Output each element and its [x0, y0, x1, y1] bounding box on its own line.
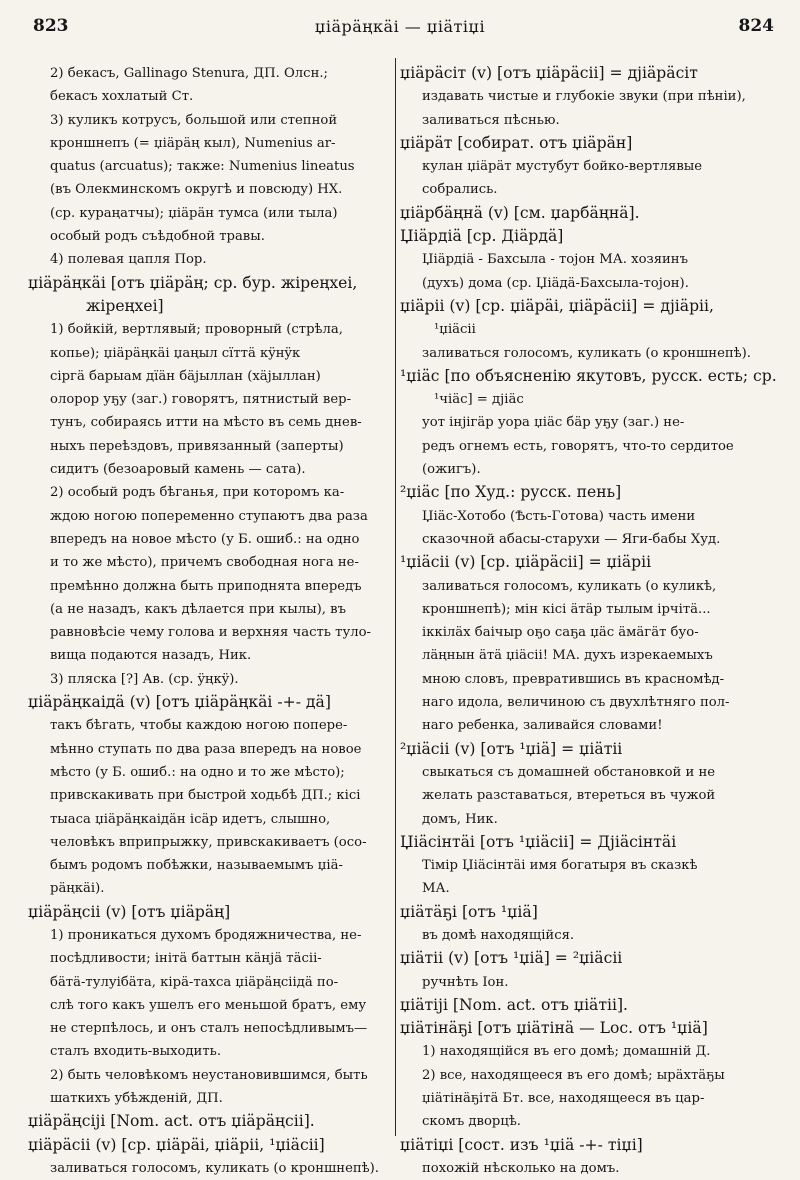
- text-line: ручнѣть Іон.: [422, 974, 509, 990]
- text-line: шаткихъ убѣжденiй, ДП.: [50, 1091, 223, 1107]
- text-line: Тiмiр Џiäсiнтäi имя богатыря въ сказкѣ: [422, 858, 698, 874]
- entry-headword: џiäрäсii (v) [ср. џiäрäi, џiäрii, ¹џiäсii]: [28, 1135, 325, 1154]
- text-line: тунъ, собираясь итти на мѣсто въ семь днев-: [50, 415, 362, 431]
- text-line: 4) полевая цапля Пор.: [50, 252, 207, 268]
- text-line: мѣсто (у Б. ошиб.: на одно и то же мѣсто);: [50, 764, 345, 780]
- text-line: 1) проникаться духомъ бродяжничества, не-: [50, 927, 362, 943]
- text-line: ¹чiäс] = дјiäс: [434, 392, 524, 408]
- text-line: жiреңхеi]: [86, 296, 164, 315]
- text-line: равновѣсiе чему голова и верхняя часть туло-: [50, 625, 371, 641]
- text-line: 3) пляска [?] Ав. (ср. ÿңкÿ).: [50, 671, 239, 687]
- text-line: наго идола, величиною съ двухлѣтняго пол-: [422, 695, 730, 711]
- text-line: заливаться голосомъ, куликать (о кроншнепѣ).: [422, 345, 751, 361]
- entry-headword: Џiäрдiä [ср. Дiäрдä]: [400, 227, 564, 246]
- text-line: џiäтiнäҕiтä Бт. все, находящееся въ цар-: [422, 1091, 705, 1107]
- entry-headword: џiäтiнäҕi [отъ џiäтiнä — Loc. отъ ¹џiä]: [400, 1019, 708, 1038]
- text-line: Џiäрдiä - Бахсыла - тојон МА. хозяинъ: [422, 252, 688, 268]
- text-line: ¹џiäсii: [434, 322, 476, 338]
- entry-headword: џiäрäңкаiдä (v) [отъ џiäрäңкäi -+- дä]: [28, 693, 331, 712]
- entry-headword: џiäрäңсii (v) [отъ џiäрäң]: [28, 902, 231, 921]
- text-line: бекасъ хохлатый Ст.: [50, 89, 194, 105]
- entry-headword: џiäтiji [Nom. act. отъ џiäтii].: [400, 995, 628, 1014]
- entry-headword: џiäрii (v) [ср. џiäрäi, џiäрäсii] = дјiäрii,: [400, 296, 714, 315]
- text-line: копье); џiäрäңкäi џаңыл сïттä кÿнÿк: [50, 345, 301, 361]
- text-line: домъ, Ник.: [422, 811, 498, 827]
- page-number-left: 823: [33, 16, 69, 36]
- text-line: издавать чистые и глубокiе звуки (при пѣнiи),: [422, 89, 746, 105]
- running-title: џiäрäңкäi — џiäтiџi: [314, 17, 486, 36]
- text-line: уот iнјiгäр уора џiäс бäр уҕу (заг.) не-: [422, 415, 685, 431]
- text-line: 1) находящiйся въ его домѣ; домашнiй Д.: [422, 1044, 711, 1060]
- text-line: тыаса џiäрäңкаiдäн iсäр идетъ, слышно,: [50, 811, 331, 827]
- text-line: мѣнно ступать по два раза впередъ на новое: [50, 741, 362, 757]
- text-line: премѣнно должна быть приподнята впередъ: [50, 578, 362, 594]
- text-line: 2) быть человѣкомъ неустановившимся, быть: [50, 1067, 368, 1083]
- text-line: рäңкäi).: [50, 881, 105, 897]
- text-line: сказочной абасы-старухи — Яги-бабы Худ.: [422, 531, 721, 547]
- text-line: 3) куликъ котрусъ, большой или степной: [50, 112, 338, 128]
- text-line: слѣ того какъ ушелъ его меньшой братъ, ему: [50, 997, 367, 1013]
- text-line: (ср. кураңатчы); џiäрäн тумса (или тыла): [50, 205, 338, 221]
- entry-headword: ¹џiäсii (v) [ср. џiäрäсii] = џiäрii: [400, 553, 652, 572]
- text-line: въ домѣ находящiйся.: [422, 927, 575, 943]
- text-line: Џiäс-Хотобо (Ѣсть-Готова) часть имени: [422, 508, 696, 524]
- entry-headword: џiäтiџi [сост. изъ ¹џiä -+- тiџi]: [400, 1135, 643, 1154]
- text-line: не стерпѣлось, и онъ сталъ непосѣдливымъ—: [50, 1021, 368, 1037]
- page-number-right: 824: [738, 16, 774, 36]
- text-line: скомъ дворцѣ.: [422, 1114, 521, 1130]
- text-line: сiргä барыам дïäн бäјыллан (хäјыллан): [50, 368, 321, 384]
- text-line: редъ огнемъ есть, говорятъ, что-то сердитое: [422, 438, 734, 454]
- text-line: мною словъ, превратившись въ красномѣд-: [422, 671, 725, 687]
- text-line: заливаться пѣснью.: [422, 112, 560, 128]
- entry-headword: ²џiäс [по Худ.: русск. пень]: [400, 483, 622, 502]
- text-line: лäңнын äтä џiäсii! МА. духъ изрекаемыхъ: [422, 648, 713, 664]
- text-line: бäтä-тулуiбäта, кiрä-тахса џiäрäңсiiдä по-: [50, 974, 339, 990]
- text-line: ждою ногою попеременно ступаютъ два раза: [50, 508, 368, 524]
- left-column: [28, 62, 414, 1176]
- text-line: желать разставаться, втереться въ чужой: [422, 788, 716, 804]
- right-column: [400, 62, 778, 1176]
- text-line: посѣдливости; iнiтä баттын кäнјä тäсii-: [50, 951, 322, 967]
- text-line: свыкаться съ домашней обстановкой и не: [422, 764, 716, 780]
- text-line: ныхъ переѣздовъ, привязанный (заперты): [50, 438, 344, 454]
- text-line: 2) особый родъ бѣганья, при которомъ ка-: [50, 485, 345, 501]
- text-line: (въ Олекминскомъ округѣ и повсюду) НХ.: [50, 182, 343, 198]
- text-line: вища подаются назадъ, Ник.: [50, 648, 252, 664]
- text-line: кроншнепъ (= џiäрäң кыл), Numenius ar-: [50, 135, 336, 151]
- text-line: такъ бѣгать, чтобы каждою ногою попере-: [50, 718, 348, 734]
- text-line: олорор уҕу (заг.) говорятъ, пятнистый вер-: [50, 392, 352, 408]
- text-line: собрались.: [422, 182, 498, 198]
- text-line: бымъ родомъ побѣжки, называемымъ џiä-: [50, 858, 343, 874]
- text-line: (духъ) дома (ср. Џiäдä-Бахсыла-тојон).: [422, 275, 689, 291]
- text-line: привскакивать при быстрой ходьбѣ ДП.; кiсi: [50, 788, 361, 804]
- page-header: [0, 0, 800, 44]
- text-line: (а не назадъ, какъ дѣлается при кылы), въ: [50, 601, 346, 617]
- entry-headword: џiäтii (v) [отъ ¹џiä] = ²џiäсii: [400, 949, 623, 968]
- text-line: 1) бойкiй, вертлявый; проворный (стрѣла,: [50, 322, 343, 338]
- text-line: сидитъ (безоаровый камень — сата).: [50, 462, 306, 478]
- entry-headword: џiäрäт [собират. отъ џiäрäн]: [400, 133, 633, 152]
- text-line: наго ребенка, заливайся словами!: [422, 718, 663, 734]
- text-line: впередъ на новое мѣсто (у Б. ошиб.: на одно: [50, 531, 360, 547]
- entry-headword: џiäрäсiт (v) [отъ џiäрäсii] = дјiäрäсiт: [400, 64, 698, 82]
- text-line: кулан џiäрäт мустубут бойко-вертлявые: [422, 159, 703, 175]
- text-line: кроншнепѣ); мiн кiсi äтäр тылым iрчiтä...: [422, 601, 711, 617]
- text-line: (ожигъ).: [422, 462, 481, 478]
- text-line: сталъ входить-выходить.: [50, 1044, 222, 1060]
- text-line: quatus (arcuatus); также: Numenius lineatus: [50, 159, 355, 175]
- text-line: 2) все, находящееся въ его домѣ; ырäхтäҕы: [422, 1067, 725, 1083]
- text-line: МА.: [422, 881, 450, 897]
- entry-headword: џiäрäңкäi [отъ џiäрäң; ср. бур. жiрeңхеi,: [28, 273, 358, 292]
- entry-headword: ²џiäсii (v) [отъ ¹џiä] = џiäтii: [400, 739, 623, 758]
- entry-headword: џiäрäңсiji [Nom. act. отъ џiäрäңсii].: [28, 1112, 315, 1131]
- text-line: особый родъ съѣдобной травы.: [50, 229, 265, 245]
- text-line: заливаться голосомъ, куликать (о кроншнепѣ).: [50, 1160, 379, 1176]
- text-line: похожiй нѣсколько на домъ.: [422, 1160, 620, 1176]
- entry-headword: џiäрбäңнä (v) [см. џарбäңнä].: [400, 203, 640, 222]
- entry-headword: ¹џiäс [по объясненiю якутовъ, русск. есть; ср.: [400, 366, 777, 385]
- entry-headword: Џiäсiнтäi [отъ ¹џiäсii] = Дјiäсiнтäi: [400, 832, 677, 851]
- text-line: и то же мѣсто), причемъ свободная нога не-: [50, 555, 359, 571]
- text-line: человѣкъ вприпрыжку, привскакиваетъ (осо-: [50, 834, 367, 850]
- text-line: iккiлäх баiчыр оҕо саҕа џäс äмäгäт буо-: [422, 625, 699, 641]
- entry-headword: џiäтäҕi [отъ ¹џiä]: [400, 902, 538, 921]
- text-line: заливаться голосомъ, куликать (о куликѣ,: [422, 578, 717, 594]
- text-line: 2) бекасъ, Gallinago Stenura, ДП. Олсн.;: [50, 66, 328, 81]
